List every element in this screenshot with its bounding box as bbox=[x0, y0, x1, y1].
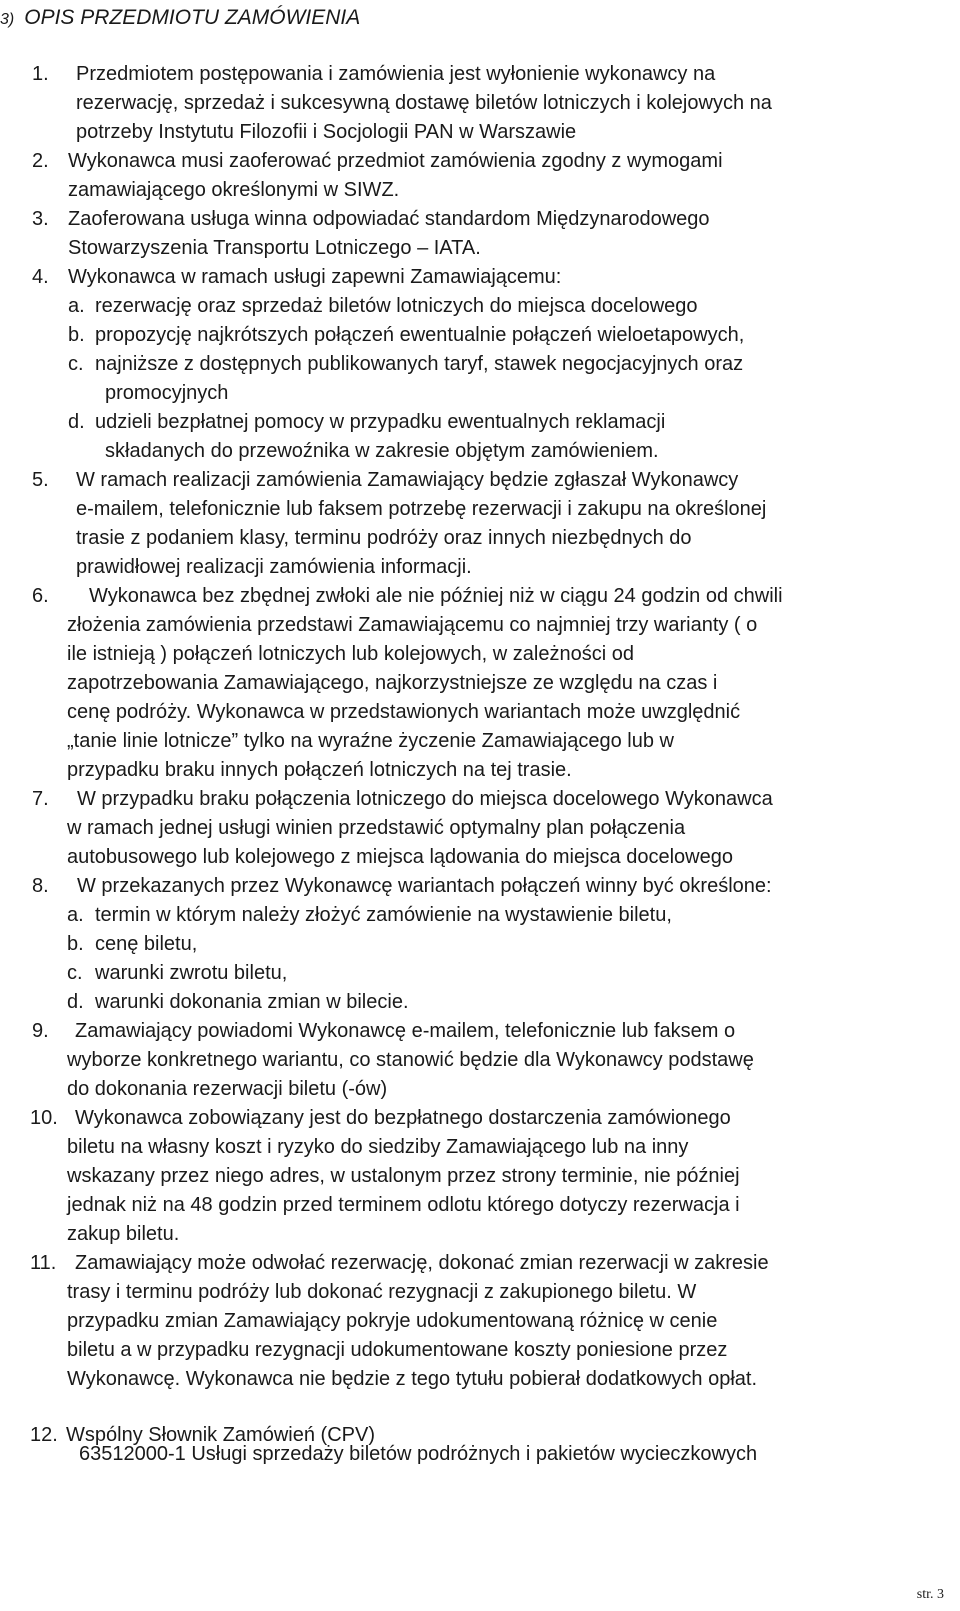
section-number: 3) bbox=[0, 11, 15, 28]
list-item bbox=[0, 1104, 948, 1249]
item-text-line: Zamawiający powiadomi Wykonawcę e-mailem, telefonicznie lub faksem o bbox=[75, 1020, 736, 1042]
item-number: 9. bbox=[32, 1020, 49, 1042]
item-number: 1. bbox=[32, 63, 49, 85]
item-text-line: trasie z podaniem klasy, terminu podróży oraz innych niezbędnych do bbox=[76, 527, 692, 549]
item-text-line: Wykonawcę. Wykonawca nie będzie z tego tytułu pobierał dodatkowych opłat. bbox=[67, 1368, 758, 1390]
item-text-line: trasy i terminu podróży lub dokonać rezygnacji z zakupionego biletu. W bbox=[67, 1281, 697, 1303]
item-text-line: jednak niż na 48 godzin przed terminem odlotu którego dotyczy rezerwacja i bbox=[67, 1194, 740, 1216]
item-number: 4. bbox=[32, 266, 49, 288]
item-text-line: ile istnieją ) połączeń lotniczych lub kolejowych, w zależności od bbox=[67, 643, 634, 665]
list-item bbox=[0, 1017, 948, 1104]
item-text-line: wyborze konkretnego wariantu, co stanowić będzie dla Wykonawcy podstawę bbox=[67, 1049, 754, 1071]
item-text-line: złożenia zamówienia przedstawi Zamawiającemu co najmniej trzy warianty ( o bbox=[67, 614, 758, 636]
item-text-line: Zaoferowana usługa winna odpowiadać standardom Międzynarodowego bbox=[68, 208, 710, 230]
item-number: 6. bbox=[32, 585, 49, 607]
sub-item-text-line: propozycję najkrótszych połączeń ewentualnie połączeń wieloetapowych, bbox=[95, 324, 745, 346]
item-text-line: przypadku braku innych połączeń lotniczych na tej trasie. bbox=[67, 759, 572, 781]
list-item bbox=[0, 872, 948, 1017]
item-text-line: potrzeby Instytutu Filozofii i Socjologii PAN w Warszawie bbox=[76, 121, 577, 143]
sub-item-text-line: cenę biletu, bbox=[95, 933, 198, 955]
item-text-line: Przedmiotem postępowania i zamówienia jest wyłonienie wykonawcy na bbox=[76, 63, 716, 85]
item-number: 2. bbox=[32, 150, 49, 172]
page-number: str. 3 bbox=[916, 1587, 944, 1602]
item-text-line: Wykonawca bez zbędnej zwłoki ale nie później niż w ciągu 24 godzin od chwili bbox=[89, 585, 783, 607]
item-text-line: biletu a w przypadku rezygnacji udokumentowane koszty poniesione przez bbox=[67, 1339, 728, 1361]
item-text-line: wskazany przez niego adres, w ustalonym przez strony terminie, nie później bbox=[67, 1165, 740, 1187]
sub-item bbox=[67, 901, 948, 930]
item-text-line: rezerwację, sprzedaż i sukcesywną dostawę biletów lotniczych i kolejowych na bbox=[76, 92, 772, 114]
list-item bbox=[0, 1249, 948, 1394]
sub-item-text-line: warunki dokonania zmian w bilecie. bbox=[95, 991, 409, 1013]
item-number: 7. bbox=[32, 788, 49, 810]
sub-item-text-line: promocyjnych bbox=[105, 382, 229, 404]
item-number: 11. bbox=[30, 1252, 57, 1274]
item-text-line: Wykonawca w ramach usługi zapewni Zamawiającemu: bbox=[68, 266, 562, 288]
sub-item-text-line: warunki zwrotu biletu, bbox=[95, 962, 288, 984]
item-text-line: Wykonawca zobowiązany jest do bezpłatnego dostarczenia zamówionego bbox=[75, 1107, 731, 1129]
sub-item-letter: c. bbox=[68, 353, 84, 375]
item-text-line: „tanie linie lotnicze” tylko na wyraźne życzenie Zamawiającego lub w bbox=[67, 730, 674, 752]
item-text-line: W przekazanych przez Wykonawcę wariantach połączeń winny być określone: bbox=[77, 875, 772, 897]
cpv-code-line: 63512000-1 Usługi sprzedaży biletów podróżnych i pakietów wycieczkowych bbox=[79, 1443, 758, 1465]
sub-item bbox=[67, 930, 948, 959]
item-text-line: prawidłowej realizacji zamówienia informacji. bbox=[76, 556, 472, 578]
list-item bbox=[0, 60, 948, 147]
sub-item-letter: d. bbox=[68, 411, 85, 433]
item-text-line: biletu na własny koszt i ryzyko do siedziby Zamawiającego lub na inny bbox=[67, 1136, 689, 1158]
list-item bbox=[0, 147, 948, 205]
item-text-line: W ramach realizacji zamówienia Zamawiający będzie zgłaszał Wykonawcy bbox=[76, 469, 739, 491]
sub-item bbox=[67, 959, 948, 988]
item-text-line: zakup biletu. bbox=[67, 1223, 180, 1245]
sub-item bbox=[68, 292, 948, 321]
sub-item-letter: a. bbox=[68, 295, 85, 317]
item-number: 5. bbox=[32, 469, 49, 491]
sub-item-text-line: najniższe z dostępnych publikowanych taryf, stawek negocjacyjnych oraz bbox=[95, 353, 744, 375]
item-text-line: Wykonawca musi zaoferować przedmiot zamówienia zgodny z wymogami bbox=[68, 150, 723, 172]
sub-item-letter: c. bbox=[67, 962, 83, 984]
item-text-line: Zamawiający może odwołać rezerwację, dokonać zmian rezerwacji w zakresie bbox=[75, 1252, 769, 1274]
list-item bbox=[0, 785, 948, 872]
sub-item-text-line: termin w którym należy złożyć zamówienie na wystawienie biletu, bbox=[95, 904, 672, 926]
item-list bbox=[0, 60, 948, 1450]
section-title: OPIS PRZEDMIOTU ZAMÓWIENIA bbox=[24, 6, 361, 29]
sub-item bbox=[68, 321, 948, 350]
item-number: 10. bbox=[30, 1107, 58, 1129]
sub-item-text-line: rezerwację oraz sprzedaż biletów lotniczych do miejsca docelowego bbox=[95, 295, 698, 317]
item-number: 3. bbox=[32, 208, 49, 230]
sub-item-letter: a. bbox=[67, 904, 84, 926]
item-text-line: przypadku zmian Zamawiający pokryje udokumentowaną różnicę w cenie bbox=[67, 1310, 718, 1332]
sub-item bbox=[67, 988, 948, 1017]
item-number: 12. bbox=[30, 1424, 58, 1446]
item-text-line: w ramach jednej usługi winien przedstawić optymalny plan połączenia bbox=[67, 817, 686, 839]
list-item bbox=[0, 205, 948, 263]
sub-item-text-line: składanych do przewoźnika w zakresie objętym zamówieniem. bbox=[105, 440, 659, 462]
item-number: 8. bbox=[32, 875, 49, 897]
sub-item-letter: b. bbox=[67, 933, 84, 955]
sub-item-text-line: udzieli bezpłatnej pomocy w przypadku ewentualnych reklamacji bbox=[95, 411, 666, 433]
sub-item-letter: b. bbox=[68, 324, 85, 346]
item-text-line: Wspólny Słownik Zamówień (CPV) bbox=[66, 1424, 375, 1446]
sub-item-letter: d. bbox=[67, 991, 84, 1013]
section-heading bbox=[0, 4, 360, 34]
item-text-line: W przypadku braku połączenia lotniczego do miejsca docelowego Wykonawca bbox=[77, 788, 773, 810]
item-text-line: zapotrzebowania Zamawiającego, najkorzystniejsze ze względu na czas i bbox=[67, 672, 718, 694]
sub-item bbox=[68, 408, 948, 466]
item-text-line: Stowarzyszenia Transportu Lotniczego – IATA. bbox=[68, 237, 481, 259]
item-text-line: e-mailem, telefonicznie lub faksem potrzebę rezerwacji i zakupu na określonej bbox=[76, 498, 767, 520]
list-item bbox=[0, 466, 948, 582]
item-text-line: zamawiającego określonymi w SIWZ. bbox=[68, 179, 400, 201]
list-item bbox=[0, 263, 948, 466]
list-item bbox=[0, 582, 948, 785]
sub-item bbox=[68, 350, 948, 408]
item-text-line: cenę podróży. Wykonawca w przedstawionych wariantach może uwzględnić bbox=[67, 701, 741, 723]
item-text-line: autobusowego lub kolejowego z miejsca lądowania do miejsca docelowego bbox=[67, 846, 733, 868]
item-text-line: do dokonania rezerwacji biletu (-ów) bbox=[67, 1078, 388, 1100]
